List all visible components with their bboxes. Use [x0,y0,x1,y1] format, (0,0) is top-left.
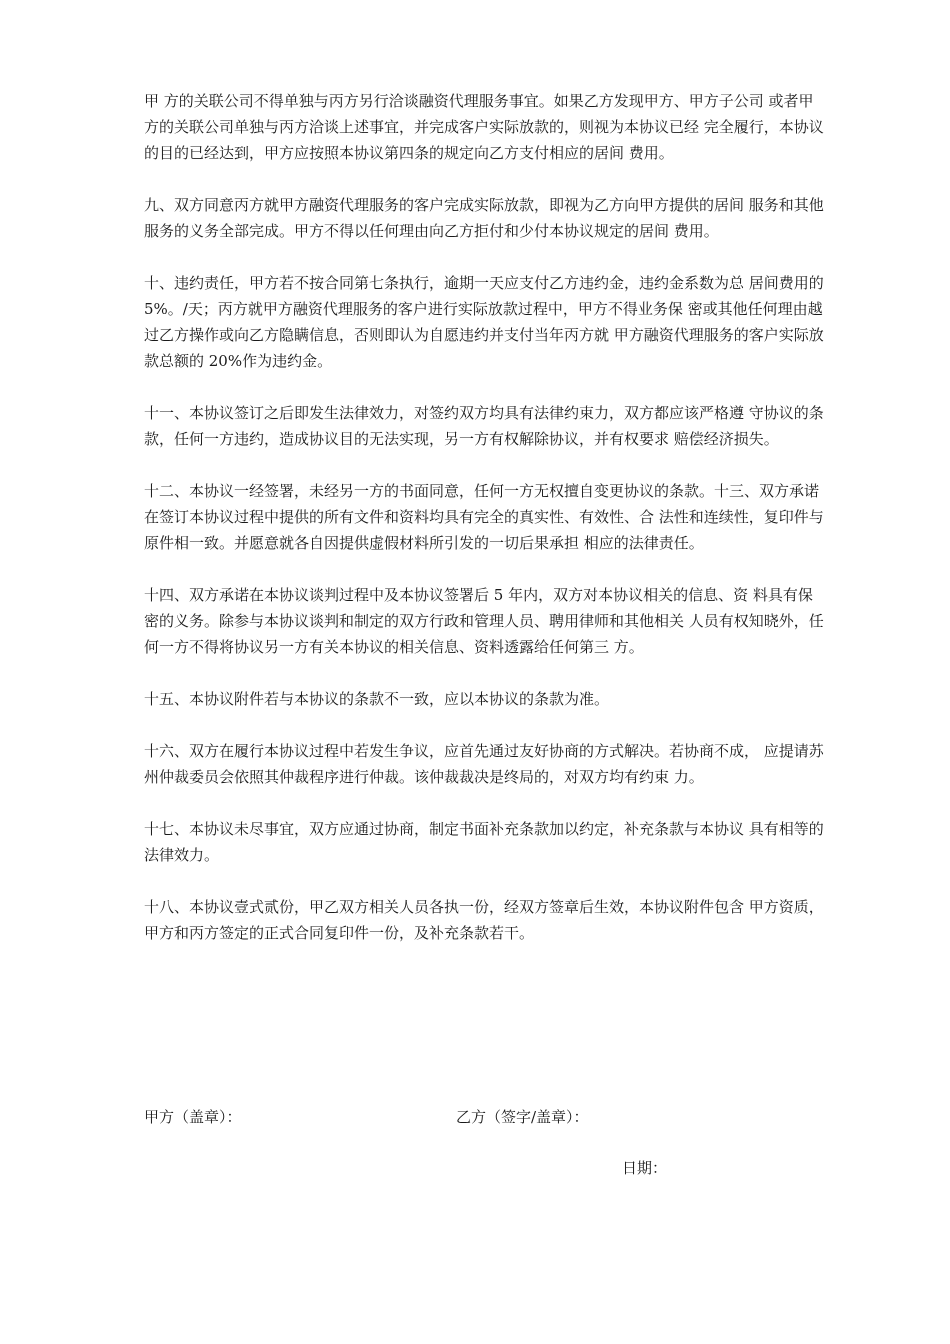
agreement-body [144,88,824,972]
clause-10: 十、违约责任，甲方若不按合同第七条执行，逾期一天应支付乙方违约金，违约金系数为总 居间费用的 5%。/天；丙方就甲方融资代理服务的客户进行实际放款过程中，甲方不得业务保 密或其他任何理由越过乙方操作或向乙方隐瞒信息，否则即认为自愿违约并支付当年丙方就 甲方融资代理服务的客户实际放款总额的 20%作为违约金。 [144,274,824,370]
party-b-signature-label: 乙方（签字/盖章）： [456,1108,589,1126]
clause-9: 九、双方同意丙方就甲方融资代理服务的客户完成实际放款，即视为乙方向甲方提供的居间 服务和其他服务的义务全部完成。甲方不得以任何理由向乙方拒付和少付本协议规定的居间 费用。 [144,196,824,240]
clause-8-continued: 甲 方的关联公司不得单独与丙方另行洽谈融资代理服务事宜。如果乙方发现甲方、甲方子公司 或者甲方的关联公司单独与丙方洽谈上述事宜，并完成客户实际放款的，则视为本协议已经 完全履行，本协议的目的已经达到，甲方应按照本协议第四条的规定向乙方支付相应的居间 费用。 [144,92,824,162]
clause-12-13: 十二、本协议一经签署，未经另一方的书面同意，任何一方无权擅自变更协议的条款。十三、双方承诺在签订本协议过程中提供的所有文件和资料均具有完全的真实性、有效性、合 法性和连续性，复印件与原件相一致。并愿意就各自因提供虚假材料所引发的一切后果承担 相应的法律责任。 [144,482,824,552]
signature-row [144,1104,824,1130]
party-a-seal-label: 甲方（盖章）： [144,1108,242,1126]
clause-15: 十五、本协议附件若与本协议的条款不一致，应以本协议的条款为准。 [144,690,610,708]
clause-17: 十七、本协议未尽事宜，双方应通过协商，制定书面补充条款加以约定，补充条款与本协议 具有相等的法律效力。 [144,820,824,864]
clause-16: 十六、双方在履行本协议过程中若发生争议，应首先通过友好协商的方式解决。若协商不成， 应提请苏州仲裁委员会依照其仲裁程序进行仲裁。该仲裁裁决是终局的，对双方均有约束 力。 [144,742,824,786]
clause-18: 十八、本协议壹式贰份，甲乙双方相关人员各执一份，经双方签章后生效，本协议附件包含 甲方资质，甲方和丙方签定的正式合同复印件一份，及补充条款若干。 [144,898,824,942]
date-label: 日期： [622,1159,668,1177]
clause-11: 十一、本协议签订之后即发生法律效力，对签约双方均具有法律约束力，双方都应该严格遵 守协议的条款，任何一方违约，造成协议目的无法实现，另一方有权解除协议，并有权要求 赔偿经济损失。 [144,404,824,448]
clause-14: 十四、双方承诺在本协议谈判过程中及本协议签署后 5 年内，双方对本协议相关的信息、资 料具有保密的义务。除参与本协议谈判和制定的双方行政和管理人员、聘用律师和其他相关 人员有权知晓外，任何一方不得将协议另一方有关本协议的相关信息、资料透露给任何第三 方。 [144,586,824,656]
